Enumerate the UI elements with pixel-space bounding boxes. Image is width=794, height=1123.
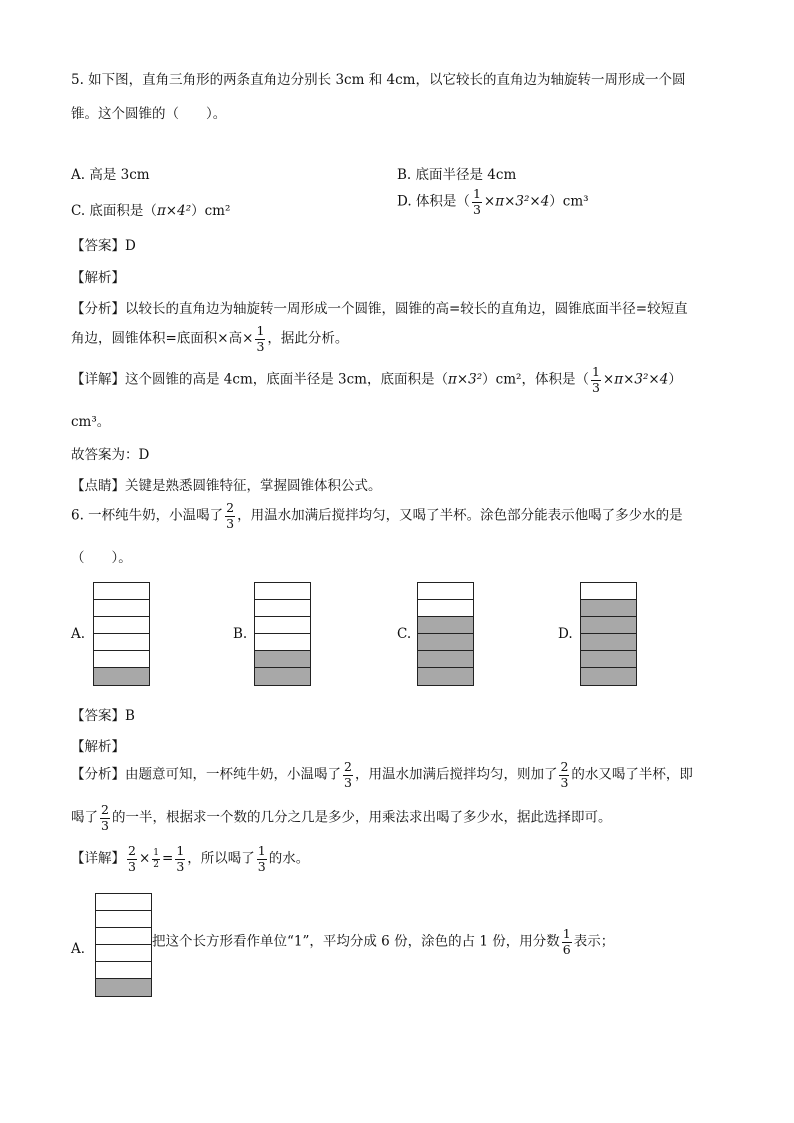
xiangjie-mid: ）cm²，体积是（ xyxy=(482,371,589,388)
q6-answer xyxy=(71,704,135,724)
xiangjie-math1: π×3² xyxy=(447,371,483,388)
q6-fenxi-line2 xyxy=(71,804,611,832)
dianjing-text: 关键是熟悉圆锥特征，掌握圆锥体积公式。 xyxy=(125,478,382,494)
q6-option-d-label: D. xyxy=(558,626,573,642)
fenxi2-b: 的一半，根据求一个数的几分之几是多少，用乘法求出喝了多少水，据此选择即可。 xyxy=(111,809,612,826)
shaded-cell xyxy=(581,617,636,634)
xj-fraction1 xyxy=(127,845,137,873)
fraction-denominator: 3 xyxy=(257,858,266,874)
empty-cell xyxy=(94,651,149,668)
shaded-cell xyxy=(255,668,310,685)
q5-option-d-fraction xyxy=(472,188,482,216)
empty-cell xyxy=(255,634,310,651)
fenxi-c: 的水又喝了半杯，即 xyxy=(571,766,693,783)
explain-post: 表示； xyxy=(573,933,615,950)
q5-option-c-post: ）cm² xyxy=(191,203,231,219)
empty-cell xyxy=(96,945,151,962)
empty-cell xyxy=(96,911,151,928)
q5-stem-line2: 锥。这个圆锥的（ ）。 xyxy=(71,106,227,122)
empty-cell xyxy=(94,600,149,617)
q6-option-b-label: B. xyxy=(233,626,248,642)
xj-fraction2 xyxy=(152,849,160,870)
q6-option-c-label: C. xyxy=(397,626,412,642)
fraction-denominator: 3 xyxy=(344,774,352,790)
answer-tag: 【答案】 xyxy=(71,238,125,254)
q6-option-c-bar xyxy=(417,582,474,686)
empty-cell xyxy=(96,928,151,945)
xiangjie-tag: 【详解】 xyxy=(71,371,125,388)
fraction-denominator: 2 xyxy=(153,859,159,870)
q5-option-a: A. 高是 3cm xyxy=(71,167,150,183)
shaded-cell xyxy=(581,668,636,685)
q6-xiangjie-line xyxy=(71,845,309,873)
shaded-cell xyxy=(96,979,151,996)
q6-option-a-label: A. xyxy=(71,626,86,642)
fenxi-line2-pre: 角边，圆锥体积=底面积×高× xyxy=(71,330,254,347)
q5-conclusion: 故答案为：D xyxy=(71,447,150,463)
xiangjie-tag: 【详解】 xyxy=(71,850,125,867)
q5-answer xyxy=(71,234,136,254)
fraction-denominator: 3 xyxy=(560,774,569,790)
fraction-numerator: 1 xyxy=(153,847,159,858)
q5-stem-line1: 5. 如下图，直角三角形的两条直角边分别长 3cm 和 4cm，以它较长的直角边为轴旋转一周形成一个圆 xyxy=(71,72,686,88)
fraction-denominator: 3 xyxy=(472,201,481,217)
shaded-cell xyxy=(94,668,149,685)
empty-cell xyxy=(418,583,473,600)
shaded-cell xyxy=(418,651,473,668)
shaded-cell xyxy=(581,600,636,617)
q5-option-d xyxy=(397,188,589,216)
fraction-numerator: 1 xyxy=(562,926,571,941)
q5-xiangjie-line1 xyxy=(71,366,682,394)
shaded-cell xyxy=(418,617,473,634)
fenxi-tag: 【分析】 xyxy=(71,301,125,317)
fenxi-tag: 【分析】 xyxy=(71,766,125,783)
q6-option-d-bar xyxy=(580,582,637,686)
q5-option-d-pre: D. 体积是（ xyxy=(397,193,470,210)
fraction-denominator: 3 xyxy=(176,858,185,874)
q6-jiexi-tag: 【解析】 xyxy=(71,739,125,755)
answer-value: D xyxy=(125,238,136,254)
fraction-numerator: 2 xyxy=(560,759,569,774)
fenxi-fraction1 xyxy=(343,761,353,789)
fraction-denominator: 6 xyxy=(562,941,571,957)
xiangjie-pre: 这个圆锥的高是 4cm，底面半径是 3cm，底面积是（ xyxy=(125,371,448,388)
shaded-cell xyxy=(581,651,636,668)
fraction-numerator: 1 xyxy=(591,364,600,379)
q6-explain-bar xyxy=(95,893,152,997)
empty-cell xyxy=(581,583,636,600)
q5-option-d-post: ）cm³ xyxy=(549,193,589,210)
empty-cell xyxy=(255,583,310,600)
explain-fraction xyxy=(562,928,572,956)
q6-stem-pre: 6. 一杯纯牛奶，小温喝了 xyxy=(71,507,224,524)
xj-fraction3 xyxy=(175,845,185,873)
equals-sign: = xyxy=(162,850,174,867)
fraction-denominator: 3 xyxy=(128,858,136,874)
answer-value: B xyxy=(125,708,135,724)
empty-cell xyxy=(94,617,149,634)
fraction-denominator: 3 xyxy=(226,515,235,531)
q5-option-b: B. 底面半径是 4cm xyxy=(397,167,517,183)
q5-dianjing xyxy=(71,474,382,494)
fenxi-text: 以较长的直角边为轴旋转一周形成一个圆锥，圆锥的高=较长的直角边，圆锥底面半径=较短直 xyxy=(125,301,688,317)
xiangjie-fraction xyxy=(591,366,601,394)
fenxi-fraction2 xyxy=(559,761,569,789)
fraction-numerator: 1 xyxy=(176,843,185,858)
empty-cell xyxy=(96,962,151,979)
empty-cell xyxy=(96,894,151,911)
xj-fraction4 xyxy=(257,845,267,873)
q5-fenxi-line2 xyxy=(71,325,348,353)
xj-mid: ，所以喝了 xyxy=(187,850,255,867)
fraction-denominator: 3 xyxy=(101,817,109,833)
q5-jiexi-tag: 【解析】 xyxy=(71,270,125,286)
q5-fenxi-line1 xyxy=(71,297,688,317)
shaded-cell xyxy=(581,634,636,651)
shaded-cell xyxy=(418,634,473,651)
q6-fenxi-line1 xyxy=(71,761,693,789)
times-sign: × xyxy=(138,850,151,867)
q6-option-b-bar xyxy=(254,582,311,686)
fraction-numerator: 1 xyxy=(257,843,266,858)
q5-option-c-pre: C. 底面积是（ xyxy=(71,203,157,219)
q5-option-c xyxy=(71,199,230,219)
xj-post: 的水。 xyxy=(268,850,310,867)
q5-xiangjie-line2: cm³。 xyxy=(71,414,111,430)
q6-stem-line2: （ ）。 xyxy=(71,550,132,566)
fraction-numerator: 2 xyxy=(128,843,136,858)
empty-cell xyxy=(255,600,310,617)
shaded-cell xyxy=(255,651,310,668)
q6-stem-line1 xyxy=(71,502,683,530)
q6-option-a-bar xyxy=(93,582,150,686)
fraction-denominator: 3 xyxy=(256,338,265,354)
q6-stem-fraction xyxy=(225,502,235,530)
fraction-denominator: 3 xyxy=(591,379,600,395)
fraction-numerator: 2 xyxy=(101,802,109,817)
empty-cell xyxy=(418,600,473,617)
q6-explain-label: A． xyxy=(71,941,95,957)
empty-cell xyxy=(94,583,149,600)
answer-tag: 【答案】 xyxy=(71,708,125,724)
fenxi-b: ，用温水加满后搅拌均匀，则加了 xyxy=(354,766,558,783)
fenxi2-a: 喝了 xyxy=(71,809,98,826)
fenxi-fraction xyxy=(255,325,265,353)
empty-cell xyxy=(255,617,310,634)
empty-cell xyxy=(94,634,149,651)
fraction-numerator: 2 xyxy=(344,759,352,774)
fraction-numerator: 1 xyxy=(472,186,481,201)
shaded-cell xyxy=(418,668,473,685)
q5-option-c-math: π×4² xyxy=(156,203,192,219)
q6-explain-text xyxy=(152,928,614,956)
xiangjie-math2: ×π×3²×4 xyxy=(602,371,669,388)
fraction-numerator: 2 xyxy=(226,500,235,515)
fenxi-line2-post: ，据此分析。 xyxy=(267,330,349,347)
q6-stem-post: ，用温水加满后搅拌均匀，又喝了半杯。涂色部分能表示他喝了多少水的是 xyxy=(237,507,683,524)
fraction-numerator: 1 xyxy=(256,323,265,338)
q5-option-d-math: ×π×3²×4 xyxy=(483,193,550,210)
dianjing-tag: 【点睛】 xyxy=(71,478,125,494)
xiangjie-post: ） xyxy=(668,371,682,388)
explain-pre: 把这个长方形看作单位“1”，平均分成 6 份，涂色的占 1 份，用分数 xyxy=(152,933,560,950)
fenxi2-fraction xyxy=(100,804,110,832)
fenxi-a: 由题意可知，一杯纯牛奶，小温喝了 xyxy=(125,766,341,783)
